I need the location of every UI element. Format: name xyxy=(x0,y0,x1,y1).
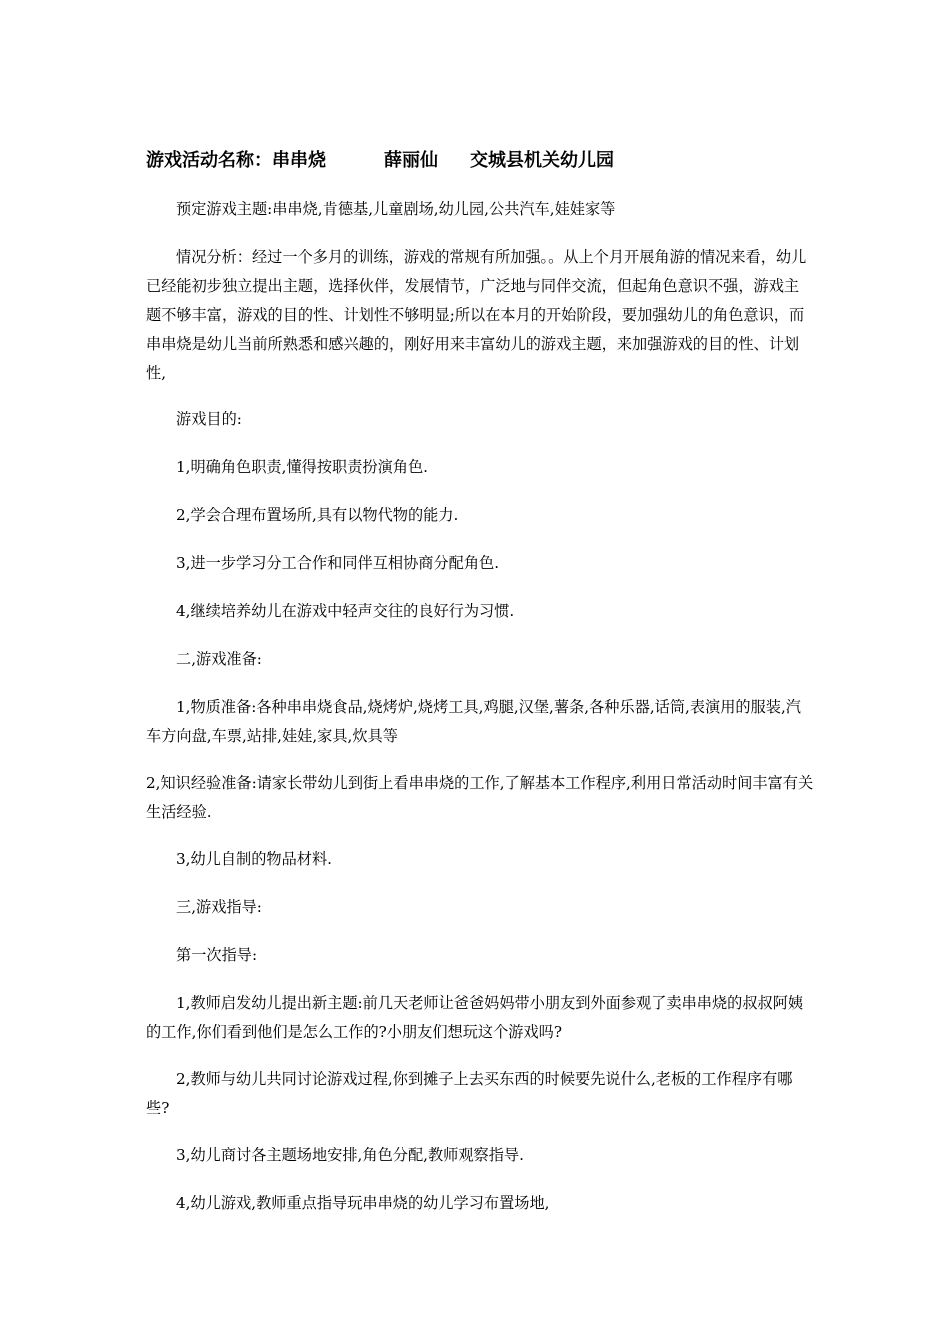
goal-item-3: 3,进一步学习分工合作和同伴互相协商分配角色. xyxy=(176,554,500,572)
goal-item-2: 2,学会合理布置场所,具有以物代物的能力. xyxy=(176,506,459,524)
guidance-item-1: 1,教师启发幼儿提出新主题:前几天老师让爸爸妈妈带小朋友到外面参观了卖串串烧的叔叔阿姨的工作,你们看到他们是怎么工作的?小朋友们想玩这个游戏吗? xyxy=(146,994,804,1041)
title-label: 游戏活动名称：串串烧 xyxy=(146,150,326,171)
preparation-item-2: 2,知识经验准备:请家长带幼儿到街上看串串烧的工作,了解基本工作程序,利用日常活动时间丰富有关生活经验. xyxy=(146,774,814,821)
guidance-item-3: 3,幼儿商讨各主题场地安排,角色分配,教师观察指导. xyxy=(176,1146,524,1164)
goal-item-4: 4,继续培养幼儿在游戏中轻声交往的良好行为习惯. xyxy=(176,602,515,620)
document-title xyxy=(146,146,614,172)
subheading-first-guidance: 第一次指导: xyxy=(176,946,258,964)
author-name: 薛丽仙 xyxy=(384,150,438,171)
section-heading-goals: 游戏目的: xyxy=(176,410,242,428)
preparation-item-3: 3,幼儿自制的物品材料. xyxy=(176,850,333,868)
organization-name: 交城县机关幼儿园 xyxy=(470,150,614,171)
guidance-item-4: 4,幼儿游戏,教师重点指导玩串串烧的幼儿学习布置场地, xyxy=(176,1194,550,1212)
section-heading-guidance: 三,游戏指导: xyxy=(176,898,262,916)
goal-item-1: 1,明确角色职责,懂得按职责扮演角色. xyxy=(176,458,428,476)
section-heading-preparation: 二,游戏准备: xyxy=(176,650,262,668)
paragraph-themes: 预定游戏主题:串串烧,肯德基,儿童剧场,幼儿园,公共汽车,娃娃家等 xyxy=(176,200,616,218)
preparation-item-1: 1,物质准备:各种串串烧食品,烧烤炉,烧烤工具,鸡腿,汉堡,薯条,各种乐器,话筒,表演用的服装,汽车方向盘,车票,站排,娃娃,家具,炊具等 xyxy=(146,698,801,745)
guidance-item-2: 2,教师与幼儿共同讨论游戏过程,你到摊子上去买东西的时候要先说什么,老板的工作程序有哪些? xyxy=(146,1070,793,1117)
paragraph-analysis: 情况分析：经过一个多月的训练，游戏的常规有所加强。。从上个月开展角游的情况来看，幼儿已经能初步独立提出主题，选择伙伴，发展情节，广泛地与同伴交流，但起角色意识不强，游戏主题不够丰富，游戏的目的性、计划性不够明显;所以在本月的开始阶段，要加强幼儿的角色意识，而串串烧是幼儿当前所熟悉和感兴趣的，刚好用来丰富幼儿的游戏主题，来加强游戏的目的性、计划性, xyxy=(146,248,807,382)
